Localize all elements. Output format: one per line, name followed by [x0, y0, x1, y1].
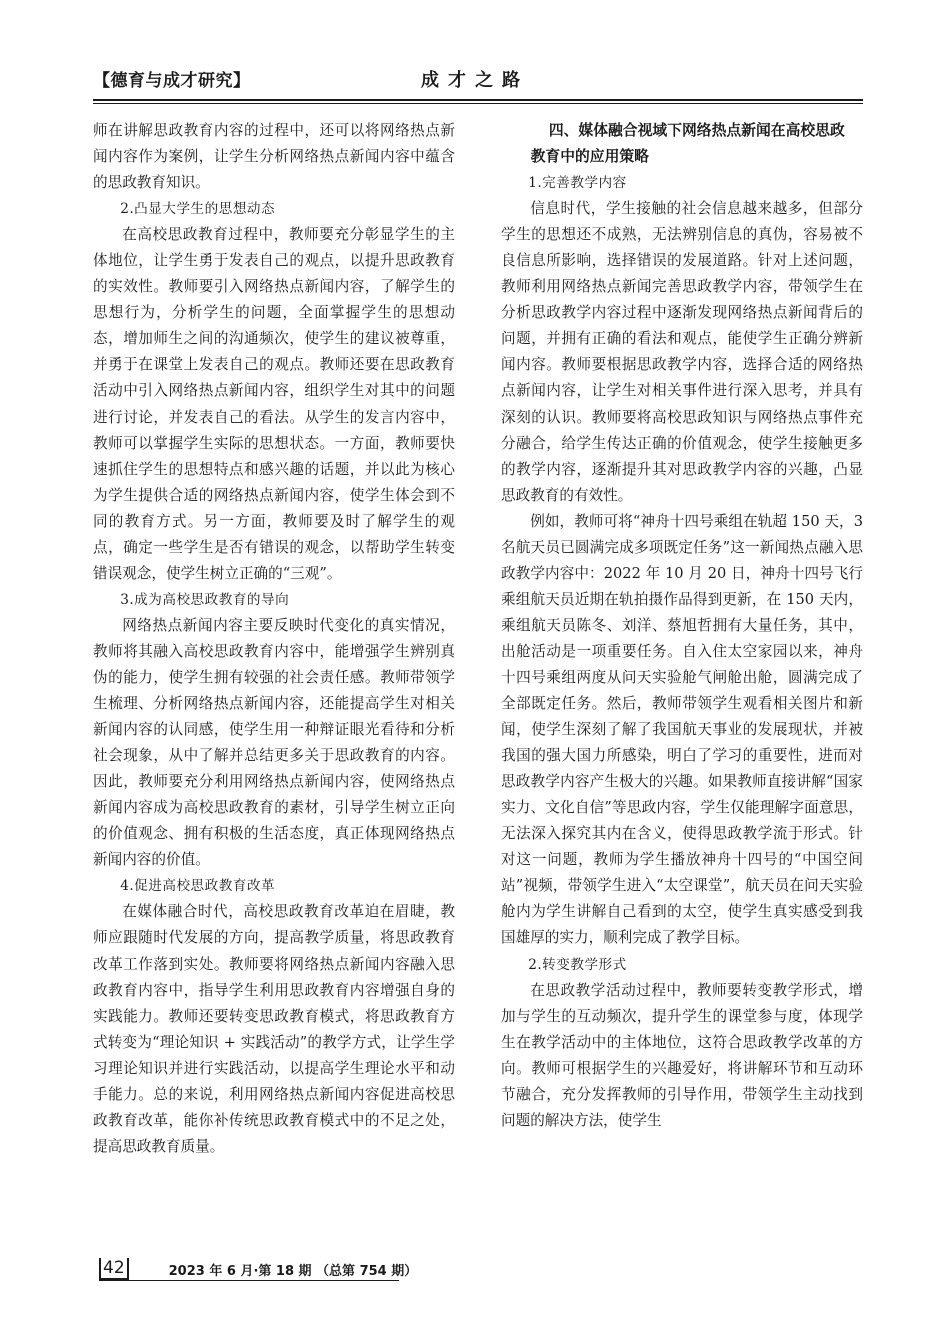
issue-info: 2023 年 6 月·第 18 期 （总第 754 期） — [168, 1263, 418, 1279]
paragraph: 例如，教师可将“神舟十四号乘组在轨超 150 天，3 名航天员已圆满完成多项既定任务”这一新闻热点融入思政教学内容中：2022 年 10 月 20 日，神舟十四号飞行乘组航天员近期在轨拍摄作品得到更新，在 150 天内，乘组航天员陈冬、刘洋、蔡旭哲拥有大量任务，其中，出舱活动是一项重要任务。自入住太空家园以来，神舟十四号乘组两度从问天实验舱气闸舱出舱，圆满完成了全部既定任务。然后，教师带领学生观看相关图片和新闻，使学生深刻了解了我国航天事业的发展现状，并被我国的强大国力所感染，明白了学习的重要性，进而对思政教学内容产生极大的兴趣。如果教师直接讲解“国家实力、文化自信”等思政内容，学生仅能理解字面意思，无法深入探究其内在含义，使得思政教学流于形式。针对这一问题，教师为学生播放神舟十四号的“中国空间站”视频，带领学生进入“太空课堂”，航天员在问天实验舱内为学生讲解自己看到的太空，使学生真实感受到我国雄厚的实力，顺利完成了教学目标。 — [501, 512, 863, 947]
subheading-form: 2.转变教学形式 — [528, 956, 627, 973]
header-rule-thin — [93, 103, 863, 104]
right-column — [501, 118, 863, 1134]
section-label: 【德育与成才研究】 — [93, 71, 251, 91]
paragraph: 在思政教学活动过程中，教师要转变教学形式，增加与学生的互动频次，提升学生的课堂参与度，体现学生在教学活动中的主体地位，这符合思政教学改革的方向。教师可根据学生的兴趣爱好，将讲解环节和互动环节融合，充分发挥教师的引导作用，带领学生主动找到问题的解决方法，使学生 — [501, 981, 863, 1129]
journal-title: 成才之路 — [421, 70, 529, 91]
paragraph: 在高校思政教育过程中，教师要充分彰显学生的主体地位，让学生勇于发表自己的观点，以提升思政教育的实效性。教师要引入网络热点新闻内容，了解学生的思想行为，分析学生的问题，全面掌握学生的思想动态，增加师生之间的沟通频次，使学生的建议被尊重，并勇于在课堂上发表自己的观点。教师还要在思政教育活动中引入网络热点新闻内容，组织学生对其中的问题进行讨论，并发表自己的看法。从学生的发言内容中，教师可以掌握学生实际的思想状态。一方面，教师要快速抓住学生的思想特点和感兴趣的话题，并以此为核心为学生提供合适的网络热点新闻内容，使学生体会到不同的教育方式。另一方面，教师要及时了解学生的观点，确定一些学生是否有错误的观念，以帮助学生转变错误观念，使学生树立正确的“三观”。 — [93, 226, 455, 582]
subheading-student-thought: 2.凸显大学生的思想动态 — [120, 201, 276, 218]
section-heading-cont: 教育中的应用策略 — [530, 148, 649, 166]
subheading-reform: 4.促进高校思政教育改革 — [120, 878, 276, 895]
section-heading: 四、媒体融合视域下网络热点新闻在高校思政 — [548, 122, 845, 139]
subheading-guidance: 3.成为高校思政教育的导向 — [120, 591, 290, 608]
header-rule-thick — [93, 99, 863, 101]
subheading-content: 1.完善教学内容 — [528, 175, 627, 192]
paragraph: 在媒体融合时代，高校思政教育改革迫在眉睫，教师应跟随时代发展的方向，提高教学质量，将思政教育改革工作落到实处。教师要将网络热点新闻内容融入思政教育内容中，指导学生利用思政教育内容增强自身的实践能力。教师还要转变思政教育模式，将思政教育方式转变为“理论知识 + 实践活动”的教学方式，让学生学习理论知识并进行实践活动，以提高学生理论水平和动手能力。总的来说，利用网络热点新闻内容促进高校思政教育改革，能你补传统思政教育模式中的不足之处，提高思政教育质量。 — [93, 903, 455, 1155]
footer-rule — [99, 1280, 399, 1281]
page-number: 42 — [99, 1258, 129, 1280]
paragraph: 信息时代，学生接触的社会信息越来越多，但部分学生的思想还不成熟，无法辨别信息的真伪，容易被不良信息所影响，选择错误的发展道路。针对上述问题，教师利用网络热点新闻完善思政教学内容，带领学生在分析思政教学内容过程中逐渐发现网络热点新闻背后的问题，并拥有正确的看法和观点，能使学生正确分辨新闻内容。教师要根据思政教学内容，选择合适的网络热点新闻内容，让学生对相关事件进行深入思考，并具有深刻的认识。教师要将高校思政知识与网络热点事件充分融合，给学生传达正确的价值观念，使学生接触更多的教学内容，逐渐提升其对思政教学内容的兴趣，凸显思政教育的有效性。 — [501, 200, 863, 504]
paragraph: 网络热点新闻内容主要反映时代变化的真实情况，教师将其融入高校思政教育内容中，能增强学生辨别真伪的能力，使学生拥有较强的社会责任感。教师带领学生梳理、分析网络热点新闻内容，还能提高学生对相关新闻内容的认同感，使学生用一种辩证眼光看待和分析社会现象，从中了解并总结更多关于思政教育的内容。因此，教师要充分利用网络热点新闻内容，使网络热点新闻内容成为高校思政教育的素材，引导学生树立正向的价值观念、拥有积极的生活态度，真正体现网络热点新闻内容的价值。 — [93, 616, 455, 869]
footer — [99, 1258, 417, 1280]
paragraph-continued: 师在讲解思政教育内容的过程中，还可以将网络热点新闻内容作为案例，让学生分析网络热点新闻内容中蕴含的思政教育知识。 — [93, 122, 455, 192]
left-column — [93, 118, 455, 1160]
